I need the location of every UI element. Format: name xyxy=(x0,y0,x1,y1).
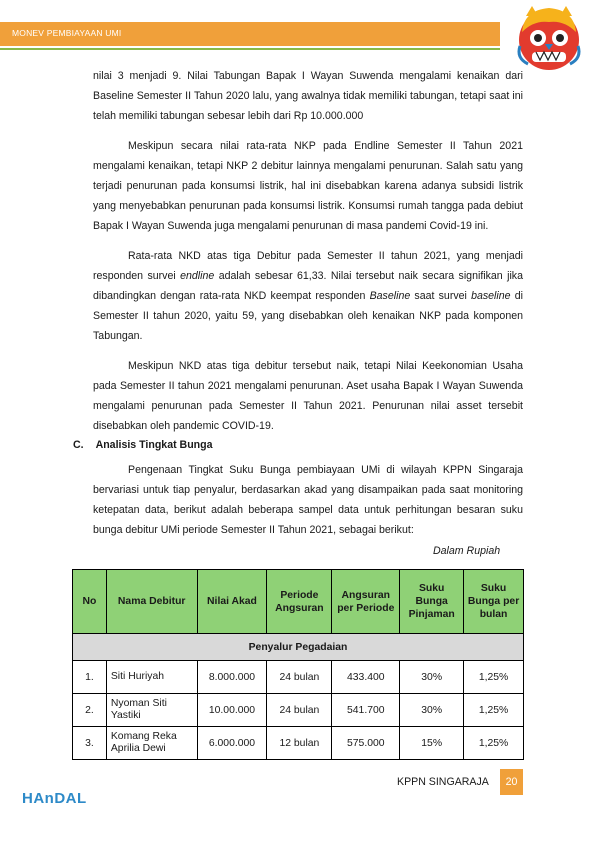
group-row xyxy=(73,634,524,661)
header-title: MONEV PEMBIAYAAN UMI xyxy=(12,28,122,38)
table-header-row xyxy=(73,570,524,634)
section-number: C. xyxy=(73,439,84,451)
cell-no: 2. xyxy=(73,694,107,727)
cell-periode: 12 bulan xyxy=(267,727,332,760)
col-bunga-bulan: Suku Bunga per bulan xyxy=(464,570,524,634)
paragraph-savings: nilai 3 menjadi 9. Nilai Tabungan Bapak I Wayan Suwenda mengalami kenaikan dari Baseline Semester II Tahun 2020 lalu, yang awalnya tidak memiliki tabungan, tetapi saat ini telah memiliki tabungan sebesar lebih dari Rp 10.000.000 xyxy=(93,70,523,122)
cell-bunga: 30% xyxy=(400,694,464,727)
section-title: Analisis Tingkat Bunga xyxy=(95,439,213,451)
cell-name: Nyoman Siti Yastiki xyxy=(106,694,197,727)
cell-akad: 8.000.000 xyxy=(197,661,267,694)
cell-akad: 10.00.000 xyxy=(197,694,267,727)
cell-name: Komang Reka Aprilia Dewi xyxy=(106,727,197,760)
paragraph-interest-intro: Pengenaan Tingkat Suku Bunga pembiayaan UMi di wilayah KPPN Singaraja bervariasi untuk tiap penyalur, berdasarkan akad yang disampaikan pada saat monitoring ketepatan data, berikut adalah beberapa sampel data untuk perhitungan besaran suku bunga debitur UMi periode Semester II Tahun 2021, sebagai berikut: xyxy=(93,464,523,536)
cell-akad: 6.000.000 xyxy=(197,727,267,760)
cell-bunga: 30% xyxy=(400,661,464,694)
logo-text: HAnDAL xyxy=(22,790,87,807)
section-heading xyxy=(73,439,213,451)
group-label: Penyalur Pegadaian xyxy=(73,634,524,661)
cell-bunga-bulan: 1,25% xyxy=(464,661,524,694)
table-row xyxy=(73,661,524,694)
cell-no: 1. xyxy=(73,661,107,694)
unit-note: Dalam Rupiah xyxy=(433,545,501,557)
body-text xyxy=(93,66,523,446)
col-no: No xyxy=(73,570,107,634)
intro-text xyxy=(93,460,523,550)
barong-mask-icon xyxy=(514,2,584,74)
paragraph-business-value: Meskipun NKD atas tiga debitur tersebut naik, tetapi Nilai Keekonomian Usaha pada Semester II tahun 2021 mengalami penurunan. Aset usaha Bapak I Wayan Suwenda mengalami penurunan pada Semester II Tahun 2021. Penurunan nilai asset tersebit disebabkan oleh pandemic COVID-19. xyxy=(93,360,523,432)
cell-bunga-bulan: 1,25% xyxy=(464,727,524,760)
col-akad: Nilai Akad xyxy=(197,570,267,634)
handal-logo xyxy=(22,790,87,807)
table-row xyxy=(73,727,524,760)
cell-periode: 24 bulan xyxy=(267,661,332,694)
col-angsuran: Angsuran per Periode xyxy=(332,570,400,634)
page-number: 20 xyxy=(500,769,523,795)
cell-angsuran: 541.700 xyxy=(332,694,400,727)
col-bunga: Suku Bunga Pinjaman xyxy=(400,570,464,634)
cell-name: Siti Huriyah xyxy=(106,661,197,694)
paragraph-nkd: Rata-rata NKD atas tiga Debitur pada Semester II tahun 2021, yang menjadi responden survei endline adalah sebesar 61,33. Nilai tersebut naik secara signifikan jika dibandingkan dengan rata-rata NKD keempat responden Baseline saat survei baseline di Semester II tahun 2020, yaitu 59, yang disebabkan oleh kenaikan NKP pada komponen Tabungan. xyxy=(93,250,523,342)
cell-bunga: 15% xyxy=(400,727,464,760)
cell-angsuran: 433.400 xyxy=(332,661,400,694)
footer-office: KPPN SINGARAJA xyxy=(397,776,489,788)
interest-table xyxy=(72,569,524,760)
cell-angsuran: 575.000 xyxy=(332,727,400,760)
cell-bunga-bulan: 1,25% xyxy=(464,694,524,727)
header-bar xyxy=(0,22,500,46)
table-row xyxy=(73,694,524,727)
col-name: Nama Debitur xyxy=(106,570,197,634)
paragraph-nkp: Meskipun secara nilai rata-rata NKP pada Endline Semester II Tahun 2021 mengalami kenaikan, tetapi NKP 2 debitur lainnya mengalami penurunan. Salah satu yang terjadi penurunan pada konsumsi listrik, hal ini disebabkan karena adanya subsidi listrik yang menyebabkan penurunan pada konsumsi listrik. Konsumsi rumah tangga pada debiut Bapak I Wayan Suwenda juga mengalami penurunan di masa pandemi Covid-19 ini. xyxy=(93,140,523,232)
header-underline xyxy=(0,48,500,50)
cell-periode: 24 bulan xyxy=(267,694,332,727)
cell-no: 3. xyxy=(73,727,107,760)
col-periode: Periode Angsuran xyxy=(267,570,332,634)
